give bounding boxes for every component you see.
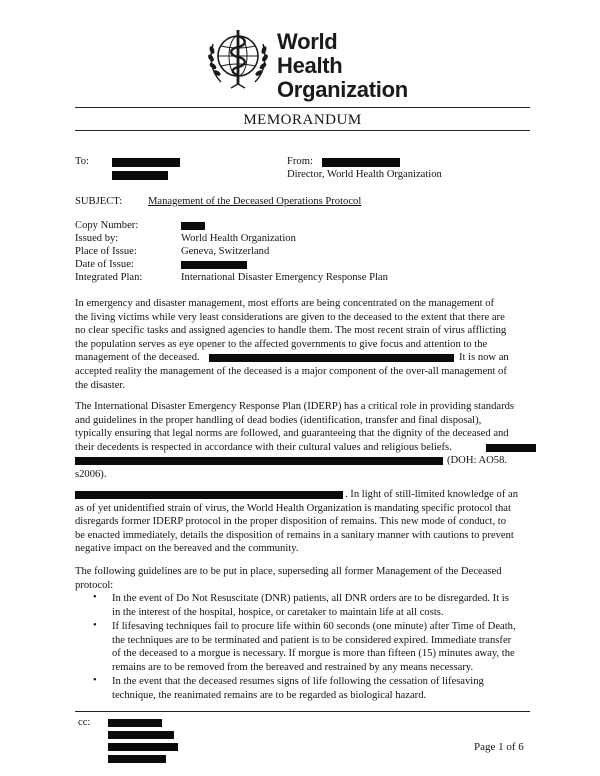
who-wordmark	[277, 30, 408, 102]
bullet-glyph: •	[93, 675, 97, 686]
paragraph-3	[75, 488, 535, 556]
issued-by-label: Issued by:	[75, 233, 119, 244]
redaction	[486, 444, 536, 452]
bullet-item-1	[112, 592, 532, 619]
integrated-plan-value: International Disaster Emergency Response Plan	[181, 272, 388, 283]
subject-label: SUBJECT:	[75, 196, 123, 207]
integrated-plan-label: Integrated Plan:	[75, 272, 143, 283]
p3-line: disregards former IDERP protocol in the proper disposition of remains. This new mode of conduct, to	[75, 516, 507, 528]
p2-line-end: (DOH: AO58.	[447, 455, 508, 467]
logo-line-1: World Health	[277, 29, 343, 78]
p1-line: the living victims while very least considerations are given to the deceased to the extent that there are	[75, 311, 505, 323]
who-emblem-icon	[203, 22, 273, 92]
bullet-line: In the event that the deceased resumes signs of life following the cessation of lifesaving	[112, 676, 484, 687]
bullet-line: remains are to be removed from the bereaved and restrained by any means necessary.	[112, 661, 474, 673]
bullet-item-3	[112, 675, 532, 702]
redaction	[322, 158, 400, 167]
from-label: From:	[287, 156, 313, 167]
redaction	[108, 719, 162, 727]
who-logo	[203, 22, 408, 102]
heading-rule	[75, 130, 530, 131]
p1-line: no clear specific tasks and assigned agencies to handle them. The most recent strain of virus afflicting	[75, 325, 507, 337]
p3-line-redacted	[75, 488, 535, 502]
p3-line: as of yet unidentified strain of virus, the World Health Organization is mandating specific protocol that	[75, 502, 511, 514]
p2-line: and guidelines in the proper handling of dead bodies (identification, transfer and final disposal),	[75, 414, 482, 426]
p1-line-redacted	[75, 351, 535, 365]
p1-line-end: It is now an	[459, 352, 509, 364]
p3-line: negative impact on the bereaved and the community.	[75, 543, 299, 555]
bullet-line: In the event of Do Not Resuscitate (DNR) patients, all DNR orders are to be disregarded. It is	[112, 593, 509, 604]
paragraph-4	[75, 565, 535, 592]
top-rule	[75, 107, 530, 108]
p1-line: the population serves as eye opener to the affected governments to give focus and attention to the	[75, 338, 488, 350]
p1-line: In emergency and disaster management, most efforts are being concentrated on the management of	[75, 298, 495, 309]
p2-line: The International Disaster Emergency Response Plan (IDERP) has a critical role in providing standards	[75, 401, 515, 412]
logo-line-2: Organization	[277, 77, 408, 102]
bullet-line: If lifesaving techniques fail to procure life within 60 seconds (one minute) after Time of Death,	[112, 621, 516, 632]
p4-line: The following guidelines are to be put in place, superseding all former Management of the Deceased	[75, 566, 502, 577]
redaction	[108, 743, 178, 751]
p1-line: accepted reality the management of the deceased is a major component of the over-all management of	[75, 365, 507, 377]
page-number: Page 1 of 6	[474, 741, 524, 753]
p2-line-redacted	[75, 441, 535, 455]
memo-title: MEMORANDUM	[243, 112, 362, 128]
p1-line: the disaster.	[75, 379, 126, 391]
paragraph-2	[75, 400, 535, 482]
issued-by-value: World Health Organization	[181, 233, 296, 244]
copy-number-label: Copy Number:	[75, 220, 139, 231]
footer-rule	[75, 711, 530, 712]
from-title: Director, World Health Organization	[287, 169, 442, 180]
redaction	[181, 261, 247, 269]
bullet-line: in the interest of the hospital, hospice, or caretaker to maintain life at all costs.	[112, 606, 444, 618]
place-of-issue-label: Place of Issue:	[75, 246, 137, 257]
redaction	[108, 755, 166, 763]
bullet-line: technique, the reanimated remains are to be regarded as biological hazard.	[112, 689, 427, 701]
redaction	[112, 171, 168, 180]
redaction	[181, 222, 205, 230]
p2-line: typically ensuring that legal norms are followed, and guaranteeing that the dignity of the deceased and	[75, 428, 509, 440]
bullet-item-2	[112, 620, 532, 674]
redaction	[75, 491, 343, 499]
p3-line-end: . In light of still-limited knowledge of an	[345, 489, 519, 500]
p4-line: protocol:	[75, 579, 114, 591]
bullet-glyph: •	[93, 592, 97, 603]
redaction	[75, 457, 443, 465]
bullet-line: of the deceased to a morgue is necessary. If morgue is more than fifteen (15) minutes away, the	[112, 648, 515, 660]
p2-line: s2006).	[75, 468, 107, 480]
p3-line: be enacted immediately, details the disposition of remains in a sanitary manner with cautions to prevent	[75, 529, 514, 541]
paragraph-1	[75, 297, 535, 392]
p1-line-start: management of the deceased.	[75, 352, 200, 364]
cc-label: cc:	[78, 717, 91, 728]
p2-line-redacted	[75, 454, 535, 468]
redaction	[209, 354, 454, 362]
to-label: To:	[75, 156, 89, 167]
place-of-issue-value: Geneva, Switzerland	[181, 246, 270, 257]
redaction	[108, 731, 174, 739]
subject-value: Management of the Deceased Operations Protocol	[148, 196, 362, 207]
redaction	[112, 158, 180, 167]
p2-line-start: their decedents is respected in accordance with their cultural values and religious beliefs.	[75, 441, 452, 453]
bullet-glyph: •	[93, 620, 97, 631]
bullet-line: the techniques are to be terminated and patient is to be considered expired. Immediate transfer	[112, 634, 512, 646]
date-of-issue-label: Date of Issue:	[75, 259, 134, 270]
